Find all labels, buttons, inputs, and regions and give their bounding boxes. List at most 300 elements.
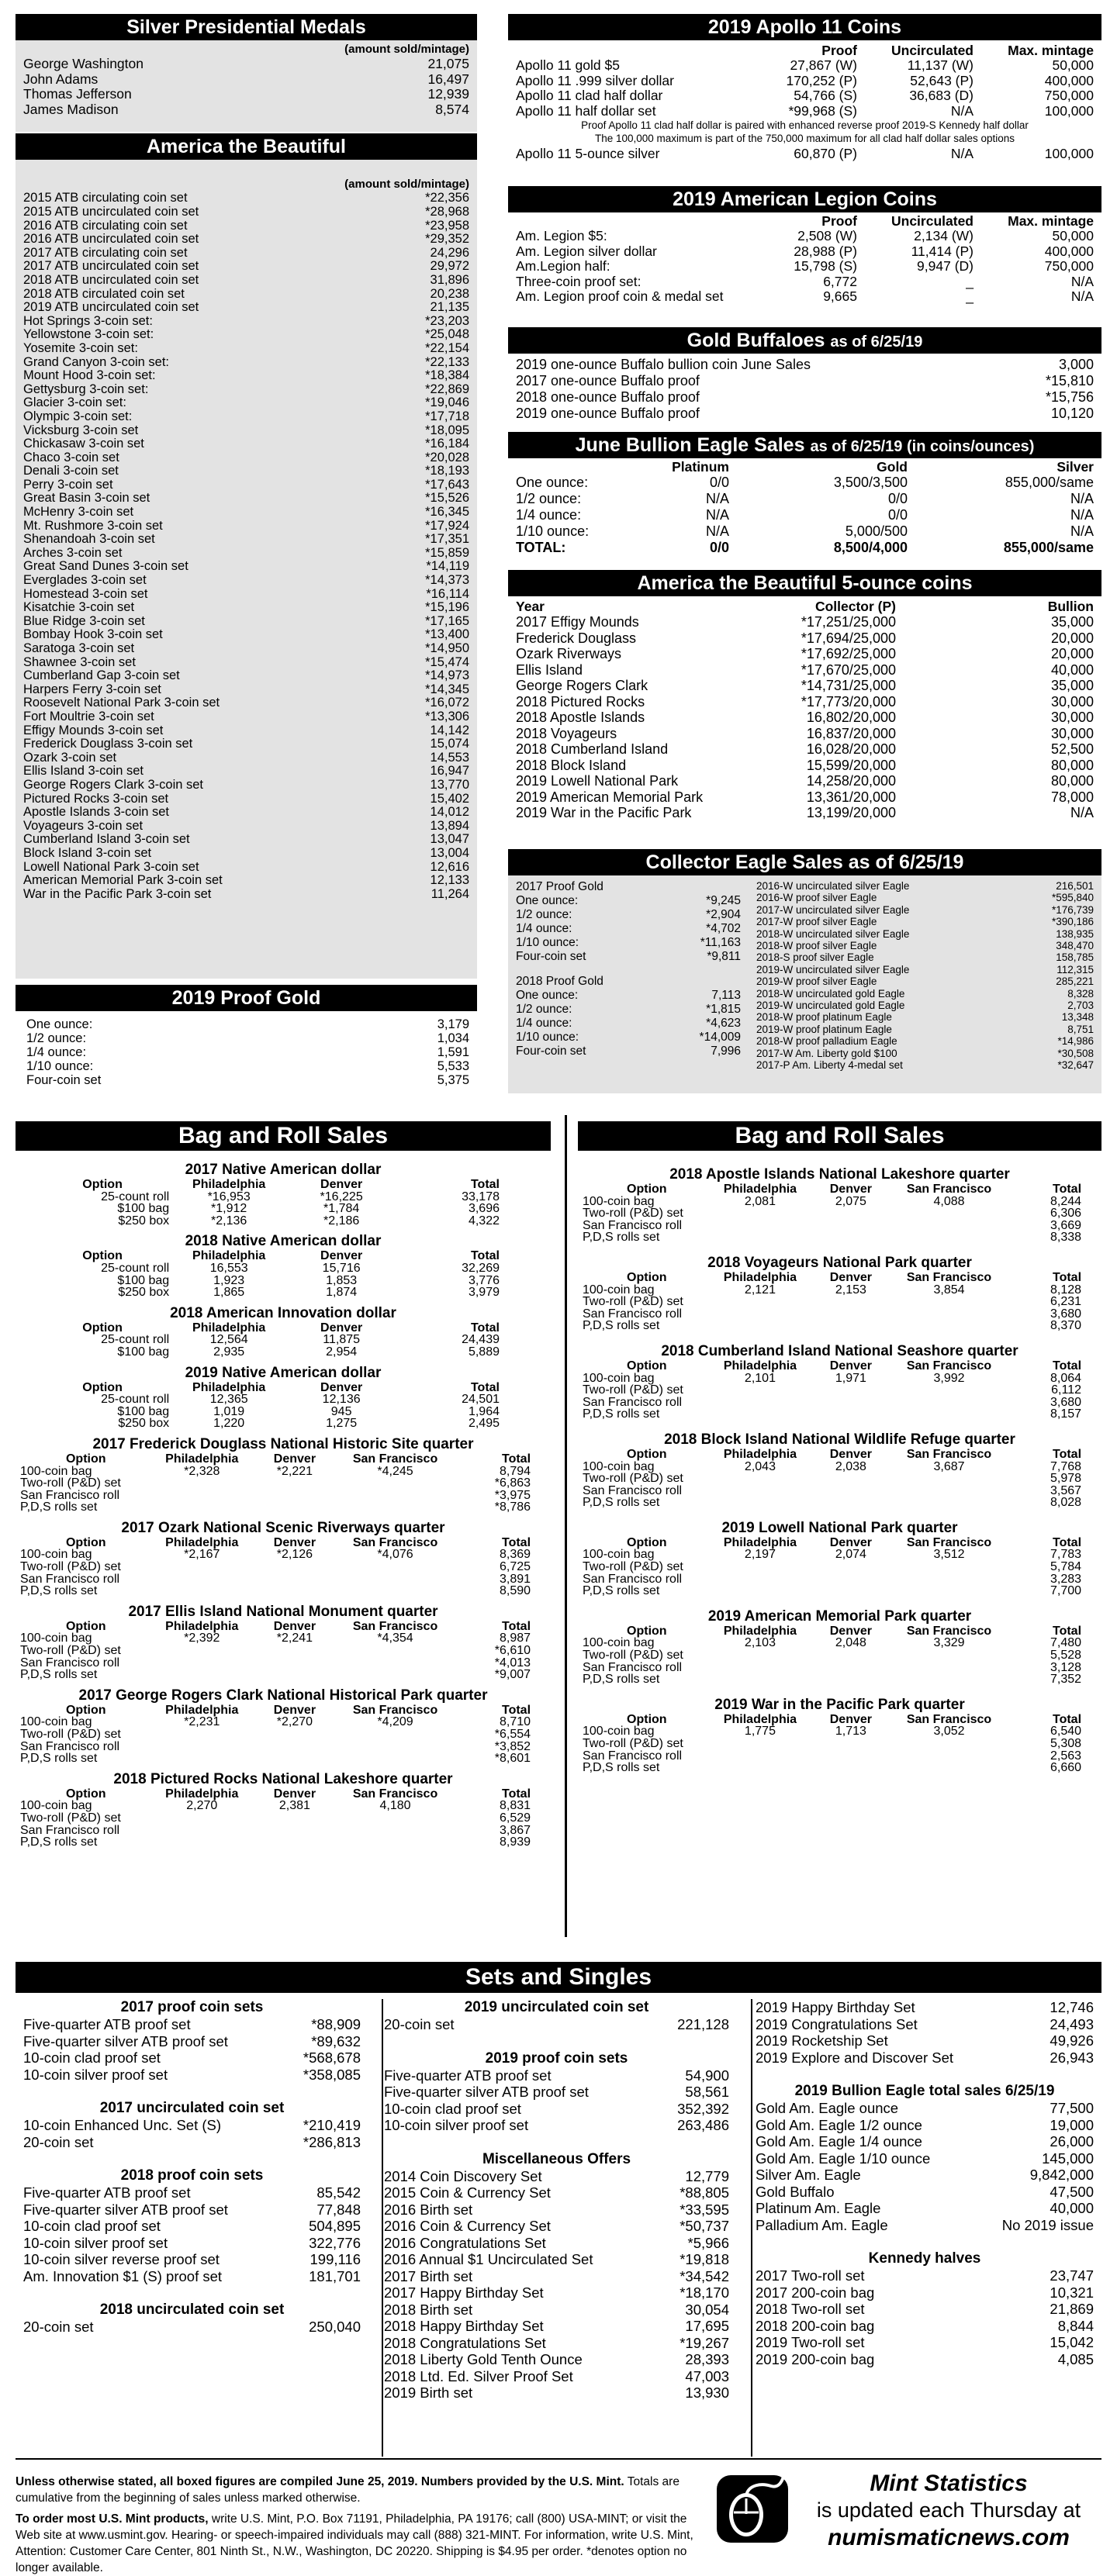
- row-value: *4,702: [706, 922, 741, 935]
- bag-col-head: Philadelphia: [165, 1452, 239, 1466]
- row-value: 2,134 (W): [914, 228, 973, 244]
- bag-value: 1,964: [468, 1404, 500, 1418]
- row-value: *15,526: [425, 491, 469, 506]
- row-label: 2017 Birth set: [384, 2267, 473, 2284]
- sets-row: [384, 2117, 729, 2134]
- bag-option: San Francisco roll: [20, 1488, 120, 1502]
- row-label: 2018 Birth set: [384, 2301, 473, 2318]
- bag-value: [711, 1750, 810, 1763]
- row-value: 30,000: [1050, 693, 1094, 710]
- legion-row: [516, 229, 1094, 243]
- row-value: 30,000: [1050, 725, 1094, 741]
- bag-option: P,D,S rolls set: [20, 1584, 98, 1598]
- collector-row: [756, 892, 1094, 903]
- row-label: 2015 Coin & Currency Set: [384, 2184, 551, 2201]
- row-label: 1/10 ounce:: [516, 523, 590, 540]
- sets-row: [756, 2100, 1094, 2117]
- bag-block-title: 2018 Pictured Rocks National Lakeshore quarter: [113, 1770, 453, 1787]
- bag-col-head: Total: [1052, 1447, 1082, 1461]
- bag-value: 7,480: [1050, 1636, 1082, 1650]
- bag-value: 1,853: [326, 1273, 358, 1287]
- row-value: 1,591: [437, 1045, 469, 1059]
- row-value: 13,199/20,000: [806, 805, 896, 821]
- bag-value: [809, 1649, 892, 1662]
- sets-row: [384, 2168, 729, 2185]
- bag-col-head: Philadelphia: [192, 1380, 266, 1394]
- bag-value: 3,567: [1050, 1483, 1082, 1497]
- bag-value: [892, 1762, 1005, 1774]
- row-value: 750,000: [1044, 88, 1094, 104]
- bag-value: 8,831: [499, 1799, 531, 1813]
- atb-title: America the Beautiful: [16, 133, 477, 160]
- sets-row: [756, 2032, 1094, 2049]
- row-label: Gold Am. Eagle ounce: [756, 2100, 899, 2116]
- bag-value: [892, 1473, 1005, 1485]
- row-label: 2017 200-coin bag: [756, 2284, 875, 2301]
- bag-col-head: Total: [501, 1787, 531, 1801]
- bag-value: 2,103: [744, 1636, 776, 1650]
- row-value: 13,348: [1061, 1011, 1094, 1024]
- bag-value: 8,987: [499, 1632, 531, 1645]
- bag-option: $250 box: [118, 1214, 170, 1228]
- bag-value: [711, 1207, 810, 1220]
- row-value: 50,000: [1052, 57, 1094, 74]
- row-value: 14,012: [430, 805, 469, 820]
- row-label: Five-quarter ATB proof set: [23, 2184, 191, 2201]
- row-label: 1/4 ounce:: [516, 507, 582, 523]
- bag-row: [20, 1836, 546, 1849]
- row-label: Am. Legion proof coin & medal set: [516, 288, 724, 305]
- row-value: 0/0: [709, 475, 729, 491]
- bag-col-head: Total: [1052, 1535, 1082, 1549]
- sets-row: [756, 2167, 1094, 2184]
- bag-col-head: San Francisco: [906, 1183, 992, 1196]
- row-label: 2016-W proof silver Eagle: [756, 892, 877, 904]
- bag-header-row: [583, 1537, 1097, 1549]
- row-label: 2016 ATB uncirculated coin set: [23, 232, 199, 247]
- bag-option: Two-roll (P&D) set: [20, 1560, 121, 1574]
- row-label: Palladium Am. Eagle: [756, 2216, 888, 2233]
- row-value: *18,193: [425, 464, 469, 478]
- row-value: 26,000: [1050, 2133, 1094, 2150]
- bag-col-head: Total: [501, 1703, 531, 1717]
- sets-row: [23, 2184, 361, 2201]
- row-label: Arches 3-coin set: [23, 545, 123, 560]
- row-value: N/A: [1070, 273, 1094, 289]
- row-value: 9,947 (D): [917, 258, 973, 275]
- proof-gold-row: [26, 1031, 469, 1045]
- sets-row: [756, 2351, 1094, 2368]
- row-label: 2019 one-ounce Buffalo bullion coin June Sales: [516, 357, 811, 372]
- atb5-row: [516, 646, 1094, 662]
- row-label: 2019 War in the Pacific Park: [516, 805, 692, 821]
- row-label: Olympic 3-coin set:: [23, 409, 133, 423]
- june-bullion-row: [516, 540, 1094, 556]
- atb-box: [16, 133, 477, 979]
- bag-value: 1,874: [326, 1286, 358, 1300]
- row-value: 3,179: [437, 1017, 469, 1031]
- bag-value: [892, 1408, 1005, 1421]
- bag-col-head: Philadelphia: [723, 1624, 797, 1638]
- bag-col-head: Option: [627, 1447, 667, 1461]
- bag-block-title: 2019 Native American dollar: [185, 1364, 382, 1381]
- bag-value: [809, 1497, 892, 1509]
- row-label: Five-quarter ATB proof set: [23, 2016, 191, 2032]
- row-value: 216,501: [1056, 880, 1094, 892]
- row-label: Gettysburg 3-coin set:: [23, 382, 149, 396]
- atb-row: [23, 437, 469, 451]
- atb-row: [23, 847, 469, 861]
- bag-value: 8,710: [499, 1715, 531, 1729]
- bag-value: *4,354: [377, 1632, 413, 1645]
- row-value: 8,574: [435, 101, 469, 117]
- bag-value: [252, 1501, 337, 1514]
- bag-value: *2,186: [323, 1214, 360, 1228]
- bag-option: Two-roll (P&D) set: [583, 1295, 683, 1309]
- bag-option: 25-count roll: [101, 1393, 170, 1407]
- row-value: *34,542: [680, 2267, 729, 2284]
- bag-value: [892, 1738, 1005, 1750]
- row-label: 10-coin Enhanced Unc. Set (S): [23, 2117, 222, 2133]
- atb-row: [23, 588, 469, 602]
- bag-value: [711, 1573, 810, 1586]
- proof-gold-row: [26, 1059, 469, 1073]
- atb-row: [23, 533, 469, 547]
- bag-value: 12,564: [209, 1333, 248, 1347]
- bag-option: 100-coin bag: [583, 1459, 655, 1473]
- bag-col-head: Philadelphia: [165, 1787, 239, 1801]
- bag-block: [20, 1604, 546, 1681]
- row-label: James Madison: [23, 101, 119, 117]
- row-value: *595,840: [1051, 892, 1094, 904]
- row-label: Ellis Island: [516, 661, 583, 678]
- sets-row: [756, 2267, 1094, 2284]
- row-label: 2014 Coin Discovery Set: [384, 2167, 542, 2184]
- atb5-row: [516, 662, 1094, 679]
- sets-group: [23, 2301, 361, 2336]
- bag-option: San Francisco roll: [20, 1572, 120, 1586]
- sets-row: [756, 2184, 1094, 2201]
- sets-group-title: 2019 Bullion Eagle total sales 6/25/19: [794, 2083, 1055, 2099]
- bag-option: San Francisco roll: [583, 1307, 683, 1321]
- apollo-row: [516, 104, 1094, 119]
- bag-value: [892, 1585, 1005, 1597]
- row-value: 30,054: [685, 2301, 729, 2318]
- bag-row: [20, 1645, 546, 1657]
- row-label: 2018 Cumberland Island: [516, 741, 669, 758]
- row-value: *13,306: [425, 709, 469, 723]
- bag-col-head: Total: [470, 1321, 500, 1335]
- bag-value: [809, 1320, 892, 1332]
- bag-value: [809, 1673, 892, 1686]
- bag-col-head: Option: [82, 1380, 123, 1394]
- bag-option: San Francisco roll: [583, 1572, 683, 1586]
- atb-row: [23, 806, 469, 820]
- bag-row: [583, 1284, 1097, 1297]
- sets-group: [23, 2167, 361, 2284]
- collector-row: [516, 989, 741, 1003]
- bag-value: [892, 1673, 1005, 1686]
- bag-value: 2,074: [835, 1548, 866, 1562]
- sets-group: [384, 1999, 729, 2033]
- row-label: One ounce:: [516, 894, 579, 907]
- row-value: 1,034: [437, 1031, 469, 1045]
- bag-value: [151, 1585, 252, 1597]
- sets-row: [384, 2301, 729, 2319]
- bag-value: [252, 1836, 337, 1849]
- row-value: 10,321: [1050, 2284, 1094, 2301]
- collector-row: [756, 975, 1094, 987]
- bag-row: [583, 1196, 1097, 1208]
- row-label: 2019 American Memorial Park: [516, 789, 704, 805]
- bag-col-head: San Francisco: [352, 1619, 438, 1633]
- atb-row: [23, 683, 469, 697]
- bag-col-head: Total: [1052, 1359, 1082, 1373]
- bag-value: 1,971: [835, 1371, 866, 1385]
- atb-row: [23, 601, 469, 615]
- row-value: N/A: [950, 102, 973, 119]
- bag-col-head: Denver: [320, 1380, 363, 1394]
- row-value: 13,894: [430, 818, 469, 833]
- proof-gold-row: [26, 1045, 469, 1059]
- row-value: 3,000: [1058, 357, 1094, 372]
- proof-gold-row: [26, 1017, 469, 1031]
- bag-value: [337, 1741, 454, 1753]
- bag-row: [583, 1397, 1097, 1409]
- june-bullion-table: [508, 475, 1101, 556]
- bag-row: [20, 1466, 546, 1478]
- row-value: *17,773/20,000: [801, 693, 896, 710]
- bag-value: *1,784: [323, 1202, 360, 1216]
- row-label: 2018-W proof silver Eagle: [756, 940, 877, 952]
- row-value: 12,779: [685, 2167, 729, 2184]
- row-label: 2017-W proof silver Eagle: [756, 916, 877, 928]
- bag-col-head: Denver: [320, 1178, 363, 1191]
- row-label: 2018-W uncirculated gold Eagle: [756, 987, 905, 1000]
- row-value: *22,356: [425, 191, 469, 205]
- bag-col-head: San Francisco: [906, 1270, 992, 1284]
- row-value: 21,135: [430, 300, 469, 315]
- row-value: 9,842,000: [1029, 2167, 1094, 2183]
- bag-value: 12,136: [322, 1393, 361, 1407]
- bag-value: 2,153: [835, 1283, 866, 1297]
- bag-block-title: 2017 Ozark National Scenic Riverways quarter: [121, 1519, 445, 1536]
- row-label: Ozark Riverways: [516, 646, 622, 662]
- bag-col-head: Total: [470, 1178, 500, 1191]
- bag-value: [892, 1485, 1005, 1497]
- bag-row: [583, 1662, 1097, 1674]
- bag-value: 2,121: [744, 1283, 776, 1297]
- row-value: *15,196: [425, 600, 469, 615]
- bag-row: [20, 1477, 546, 1490]
- promo-box: [714, 2466, 1101, 2551]
- bag-row: [20, 1632, 546, 1645]
- row-value: N/A: [1070, 288, 1094, 305]
- bag-value: [151, 1501, 252, 1514]
- bag-value: 1,865: [213, 1286, 245, 1300]
- medal-row: [23, 87, 469, 102]
- bag-option: Two-roll (P&D) set: [583, 1649, 683, 1663]
- bag-block: [20, 1233, 546, 1298]
- bag-col-head: Total: [501, 1619, 531, 1633]
- row-label: Everglades 3-coin set: [23, 573, 147, 588]
- sets-group: [756, 2250, 1094, 2367]
- row-label: 1/2 ounce:: [516, 491, 582, 507]
- bag-value: *4,076: [377, 1548, 413, 1562]
- row-label: 2019 200-coin bag: [756, 2350, 875, 2367]
- row-value: 77,500: [1050, 2100, 1094, 2116]
- collector-row: [756, 916, 1094, 927]
- bag-option: San Francisco roll: [20, 1823, 120, 1837]
- bag-value: 2,954: [326, 1345, 358, 1359]
- bag-col-head: Denver: [273, 1703, 316, 1717]
- atb-row: [23, 342, 469, 356]
- promo-url[interactable]: numismaticnews.com: [828, 2525, 1070, 2550]
- bag-block: [20, 1520, 546, 1597]
- sets-row: [756, 2016, 1094, 2033]
- sets-row: [756, 2150, 1094, 2167]
- row-label: Lowell National Park 3-coin set: [23, 859, 199, 874]
- bag-value: 8,338: [1050, 1231, 1082, 1245]
- row-label: Four-coin set: [516, 950, 586, 963]
- bag-value: [252, 1645, 337, 1657]
- bag-value: 24,501: [462, 1393, 500, 1407]
- bag-value: [711, 1649, 810, 1662]
- bag-option: 100-coin bag: [20, 1464, 92, 1478]
- row-label: 2018 Happy Birthday Set: [384, 2318, 544, 2334]
- sets-group-title: Kennedy halves: [868, 2250, 981, 2267]
- atb-row: [23, 219, 469, 233]
- bag-value: [252, 1812, 337, 1825]
- bag-value: [711, 1231, 810, 1244]
- sets-row: [23, 2117, 361, 2134]
- row-label: 1/4 ounce:: [26, 1045, 87, 1059]
- row-value: *9,245: [706, 894, 741, 907]
- bag-option: Two-roll (P&D) set: [583, 1207, 683, 1221]
- collector-row: [756, 904, 1094, 916]
- bag-col-head: San Francisco: [906, 1359, 992, 1373]
- row-label: Shenandoah 3-coin set: [23, 532, 155, 547]
- sets-group: [23, 2100, 361, 2150]
- row-value: *1,815: [706, 1003, 741, 1016]
- row-value: 750,000: [1044, 258, 1094, 275]
- atb-row: [23, 737, 469, 751]
- atb-row: [23, 410, 469, 424]
- collector-row: [756, 1011, 1094, 1023]
- row-value: 5,000/500: [845, 523, 908, 540]
- row-value: 5,375: [437, 1073, 469, 1087]
- row-label: 2019 Two-roll set: [756, 2334, 865, 2350]
- bag-col-head: Option: [627, 1624, 667, 1638]
- row-value: *22,154: [425, 340, 469, 355]
- promo-line-2: is updated each Thursday at: [816, 2498, 1081, 2522]
- row-value: 5,533: [437, 1059, 469, 1073]
- row-label: 2019-W proof silver Eagle: [756, 975, 877, 988]
- row-label: 10-coin silver proof set: [384, 2117, 529, 2133]
- bag-block: [583, 1608, 1097, 1686]
- sets-row: [23, 2049, 361, 2067]
- sets-row: [23, 2251, 361, 2268]
- bag-value: [809, 1750, 892, 1763]
- sets-row: [384, 2067, 729, 2084]
- bag-option: P,D,S rolls set: [583, 1761, 660, 1775]
- bag-right-title: Bag and Roll Sales: [578, 1121, 1101, 1151]
- bag-header-row: [20, 1621, 546, 1633]
- sets-group-title: Miscellaneous Offers: [482, 2150, 631, 2167]
- row-label: 2017-P Am. Liberty 4-medal set: [756, 1059, 903, 1072]
- bag-block-title: 2018 Apostle Islands National Lakeshore quarter: [669, 1166, 1010, 1183]
- collector-row: [756, 928, 1094, 940]
- bag-row: [20, 1657, 546, 1670]
- row-value: 35,000: [1050, 614, 1094, 630]
- bag-value: 2,381: [278, 1799, 310, 1813]
- bag-value: [337, 1585, 454, 1597]
- bag-value: 5,308: [1050, 1737, 1082, 1750]
- row-value: *88,909: [311, 2016, 361, 2032]
- row-value: 0/0: [887, 507, 908, 523]
- row-value: *18,170: [680, 2284, 729, 2301]
- bag-value: [252, 1669, 337, 1681]
- row-value: 9,665: [823, 288, 857, 305]
- atb-row: [23, 369, 469, 383]
- row-label: 2017 Two-roll set: [756, 2267, 865, 2284]
- sets-row: [384, 2335, 729, 2352]
- bag-option: P,D,S rolls set: [583, 1584, 660, 1598]
- bag-row: [20, 1549, 546, 1561]
- bag-option: $250 box: [118, 1417, 170, 1431]
- row-value: *17,670/25,000: [801, 661, 896, 678]
- bag-value: *6,610: [494, 1644, 531, 1658]
- row-value: 15,599/20,000: [806, 757, 896, 773]
- row-label: 2019 ATB uncirculated coin set: [23, 300, 199, 315]
- atb-row: [23, 628, 469, 642]
- row-value: *33,595: [680, 2201, 729, 2218]
- row-value: *50,737: [680, 2218, 729, 2234]
- bag-col-head: Option: [82, 1249, 123, 1263]
- bag-value: *2,126: [276, 1548, 313, 1562]
- bag-block-title: 2018 American Innovation dollar: [170, 1304, 396, 1321]
- bag-option: Two-roll (P&D) set: [20, 1476, 121, 1490]
- sets-row: [23, 2134, 361, 2151]
- row-label: Five-quarter silver ATB proof set: [384, 2084, 589, 2100]
- apollo-col-unc: Uncirculated: [891, 43, 973, 58]
- bag-value: 3,979: [468, 1286, 500, 1300]
- atb5-row: [516, 614, 1094, 630]
- row-label: 2019 Explore and Discover Set: [756, 2049, 954, 2066]
- bag-value: *2,270: [276, 1715, 313, 1729]
- atb-row: [23, 315, 469, 329]
- row-value: *18,384: [425, 368, 469, 383]
- row-value: 8,751: [1067, 1023, 1094, 1035]
- bag-row: [583, 1585, 1097, 1597]
- row-label: 2016 Annual $1 Uncirculated Set: [384, 2251, 593, 2267]
- bag-col-head: Philadelphia: [723, 1270, 797, 1284]
- row-value: 322,776: [309, 2234, 361, 2251]
- bag-value: 2,038: [835, 1459, 866, 1473]
- row-value: 49,926: [1050, 2032, 1094, 2049]
- row-label: 2018-W proof platinum Eagle: [756, 1011, 892, 1024]
- bag-value: [892, 1573, 1005, 1586]
- atb-row: [23, 506, 469, 520]
- row-label: 10-coin silver proof set: [23, 2066, 168, 2083]
- silver-medals-title: Silver Presidential Medals: [16, 14, 477, 40]
- bag-row: [583, 1296, 1097, 1308]
- row-label: Four-coin set: [26, 1073, 102, 1087]
- row-value: 23,747: [1050, 2267, 1094, 2284]
- bag-value: [337, 1501, 454, 1514]
- bag-row: [20, 1501, 546, 1514]
- sets-group: [384, 2151, 729, 2402]
